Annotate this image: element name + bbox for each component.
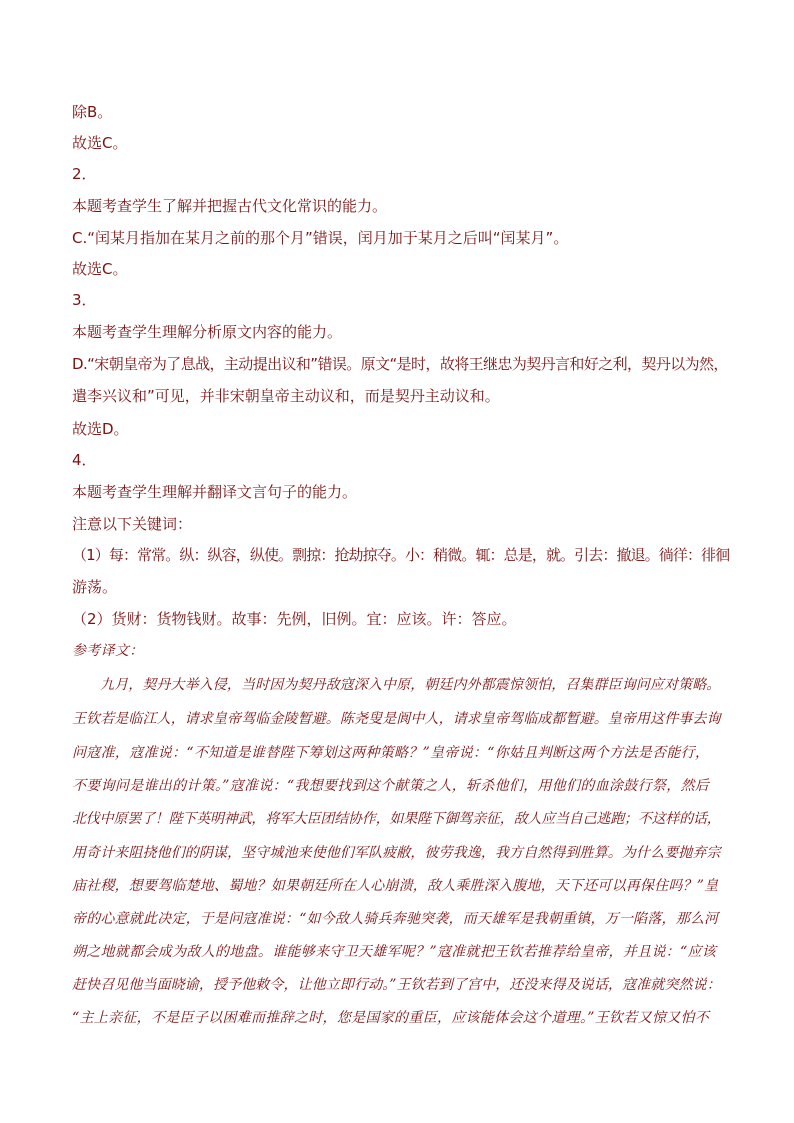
answer-line: 本题考查学生了解并把握古代文化常识的能力。 [72,197,388,215]
answer-line: 注意以下关键词： [72,515,193,533]
answer-line: 本题考查学生理解并翻译文言句子的能力。 [72,483,358,501]
translation-line: 帝的心意就此决定，于是问寇准说：“如今敌人骑兵奔驰突袭，而天雄军是我朝重镇，万一陷落，那么河 [72,911,719,927]
translation-line: 王钦若是临江人，请求皇帝驾临金陵暂避。陈尧叟是阆中人，请求皇帝驾临成都暂避。皇帝用这件事去询 [72,711,721,727]
translation-line: 庙社稷，想要驾临楚地、蜀地？如果朝廷所在人心崩溃，敌人乘胜深入腹地，天下还可以再保住吗？”皇 [72,878,719,894]
translation-line: 不要询问是谁出的计策。”寇准说：“我想要找到这个献策之人，斩杀他们，用他们的血涂鼓行祭，然后 [72,778,710,794]
answer-line: （2）货财：货物钱财。故事：先例，旧例。宜：应该。许：答应。 [72,610,517,628]
question-number: 4． [72,451,97,469]
answer-line: 除B。 [72,103,113,121]
answer-line: 游荡。 [72,578,118,596]
answer-line: 故选C。 [72,134,128,152]
answer-line: （1）每：常常。纵：纵容，纵使。剽掠：抢劫掠夺。小：稍微。辄：总是，就。引去：撤退。徜徉：徘徊 [72,546,730,564]
translation-line: 九月，契丹大举入侵，当时因为契丹敌寇深入中原，朝廷内外都震惊领怕，召集群臣询问应对策略。 [100,677,721,693]
translation-line: 问寇准，寇准说：“不知道是谁替陛下筹划这两种策略？”皇帝说：“你姑且判断这两个方法是否能行， [72,745,710,761]
answer-line: 本题考查学生理解分析原文内容的能力。 [72,323,343,341]
question-number: 3． [72,291,97,309]
translation-line: 用奇计来阻挠他们的阴谋，坚守城池来使他们军队疲敝，彼劳我逸，我方自然得到胜算。为什么要抛弃宗 [72,845,721,861]
answer-line: D.“宋朝皇帝为了息战，主动提出议和”错误。原文“是时，故将王继忠为契丹言和好之利，契丹以为然， [72,355,728,373]
question-number: 2． [72,165,97,183]
answer-line: C.“闰某月指加在某月之前的那个月”错误，闰月加于某月之后叫“闰某月”。 [72,229,569,247]
answer-line: 故选C。 [72,260,128,278]
translation-heading: 参考译文： [72,643,144,659]
answer-line: 遣李兴议和”可见，并非宋朝皇帝主动议和，而是契丹主动议和。 [72,387,500,405]
answer-line: 故选D。 [72,420,129,438]
translation-line: 朔之地就都会成为敌人的地盘。谁能够来守卫天雄军呢？”寇准就把王钦若推荐给皇帝，并且说：“应该 [72,944,717,960]
translation-line: 北伐中原罢了！陛下英明神武，将军大臣团结协作，如果陛下御驾亲征，敌人应当自己逃跑；不这样的话， [72,811,721,827]
translation-line: “主上亲征，不是臣子以困难而推辞之时，您是国家的重臣，应该能体会这个道理。”王钦若又惊又怕不 [72,1010,710,1026]
translation-line: 赶快召见他当面晓谕，授予他敕令，让他立即行动。”王钦若到了宫中，还没来得及说话，寇准就突然说： [72,977,721,993]
